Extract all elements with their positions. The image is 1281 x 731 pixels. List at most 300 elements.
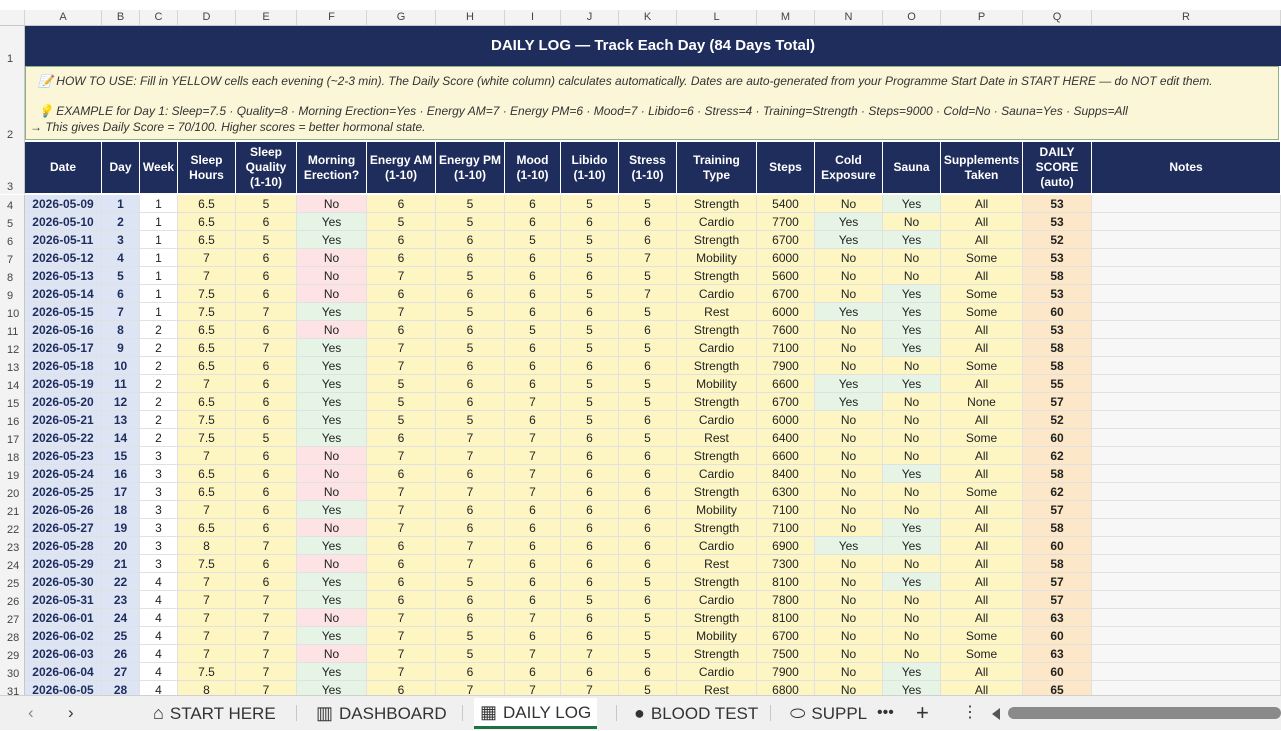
cell-training-type[interactable]: Rest — [677, 555, 757, 573]
cell-sleep-hours[interactable]: 7 — [178, 447, 236, 465]
cell-supplements[interactable]: All — [941, 555, 1023, 573]
cell-morning-erection[interactable]: No — [297, 645, 367, 663]
cell-training-type[interactable]: Cardio — [677, 285, 757, 303]
cell-supplements[interactable]: Some — [941, 645, 1023, 663]
cell-notes[interactable] — [1092, 609, 1281, 627]
row-header[interactable]: 16 — [0, 411, 25, 429]
cell-supplements[interactable]: Some — [941, 303, 1023, 321]
cell-sauna[interactable]: Yes — [883, 303, 941, 321]
cell-daily-score[interactable]: 58 — [1023, 339, 1092, 357]
cell-steps[interactable]: 7600 — [757, 321, 815, 339]
cell-morning-erection[interactable]: Yes — [297, 429, 367, 447]
cell-supplements[interactable]: All — [941, 339, 1023, 357]
cell-sauna[interactable]: No — [883, 501, 941, 519]
cell-training-type[interactable]: Mobility — [677, 249, 757, 267]
cell-supplements[interactable]: Some — [941, 483, 1023, 501]
scroll-right-icon[interactable]: › — [68, 703, 74, 722]
cell-stress[interactable]: 6 — [619, 519, 677, 537]
cell-stress[interactable]: 7 — [619, 285, 677, 303]
cell-morning-erection[interactable]: No — [297, 249, 367, 267]
cell-morning-erection[interactable]: Yes — [297, 303, 367, 321]
cell-supplements[interactable]: All — [941, 681, 1023, 695]
row-header[interactable]: 1 — [0, 26, 25, 66]
cell-training-type[interactable]: Cardio — [677, 213, 757, 231]
row-header[interactable]: 3 — [0, 142, 25, 194]
cell-date[interactable]: 2026-06-01 — [25, 609, 102, 627]
cell-steps[interactable]: 6800 — [757, 681, 815, 695]
cell-sleep-quality[interactable]: 6 — [236, 411, 297, 429]
cell-date[interactable]: 2026-05-31 — [25, 591, 102, 609]
cell-sauna[interactable]: No — [883, 249, 941, 267]
cell-sauna[interactable]: Yes — [883, 231, 941, 249]
cell-sauna[interactable]: No — [883, 627, 941, 645]
cell-notes[interactable] — [1092, 519, 1281, 537]
cell-sleep-quality[interactable]: 6 — [236, 447, 297, 465]
column-header-c[interactable]: C — [140, 10, 178, 25]
cell-training-type[interactable]: Strength — [677, 609, 757, 627]
cell-notes[interactable] — [1092, 573, 1281, 591]
column-header-e[interactable]: E — [236, 10, 297, 25]
row-header[interactable]: 24 — [0, 555, 25, 573]
cell-day[interactable]: 14 — [102, 429, 140, 447]
row-header[interactable]: 30 — [0, 663, 25, 681]
column-title-0[interactable] — [25, 142, 102, 193]
cell-day[interactable]: 5 — [102, 267, 140, 285]
cell-morning-erection[interactable]: Yes — [297, 411, 367, 429]
column-title-1[interactable] — [102, 142, 140, 193]
cell-daily-score[interactable]: 58 — [1023, 465, 1092, 483]
cell-energy-pm[interactable]: 6 — [436, 609, 505, 627]
cell-supplements[interactable]: Some — [941, 285, 1023, 303]
cell-date[interactable]: 2026-05-15 — [25, 303, 102, 321]
cell-energy-am[interactable]: 6 — [367, 195, 436, 213]
cell-week[interactable]: 2 — [140, 321, 178, 339]
cell-mood[interactable]: 6 — [505, 537, 561, 555]
cell-cold-exposure[interactable]: No — [815, 411, 883, 429]
cell-sleep-hours[interactable]: 6.5 — [178, 483, 236, 501]
cell-day[interactable]: 16 — [102, 465, 140, 483]
cell-daily-score[interactable]: 62 — [1023, 447, 1092, 465]
cell-energy-am[interactable]: 6 — [367, 249, 436, 267]
cell-stress[interactable]: 5 — [619, 681, 677, 695]
cell-day[interactable]: 20 — [102, 537, 140, 555]
cell-notes[interactable] — [1092, 267, 1281, 285]
cell-sauna[interactable]: Yes — [883, 465, 941, 483]
cell-sauna[interactable]: No — [883, 213, 941, 231]
cell-steps[interactable]: 7100 — [757, 519, 815, 537]
cell-training-type[interactable]: Strength — [677, 483, 757, 501]
cell-notes[interactable] — [1092, 249, 1281, 267]
cell-week[interactable]: 3 — [140, 555, 178, 573]
cell-energy-pm[interactable]: 6 — [436, 375, 505, 393]
cell-daily-score[interactable]: 60 — [1023, 303, 1092, 321]
cell-training-type[interactable]: Cardio — [677, 411, 757, 429]
cell-mood[interactable]: 6 — [505, 213, 561, 231]
cell-date[interactable]: 2026-05-17 — [25, 339, 102, 357]
cell-libido[interactable]: 7 — [561, 645, 619, 663]
cell-sleep-hours[interactable]: 8 — [178, 537, 236, 555]
cell-sleep-quality[interactable]: 6 — [236, 555, 297, 573]
cell-notes[interactable] — [1092, 663, 1281, 681]
cell-supplements[interactable]: All — [941, 195, 1023, 213]
cell-supplements[interactable]: All — [941, 231, 1023, 249]
cell-sleep-quality[interactable]: 5 — [236, 231, 297, 249]
row-header[interactable]: 6 — [0, 231, 25, 249]
cell-training-type[interactable]: Strength — [677, 447, 757, 465]
cell-sauna[interactable]: Yes — [883, 321, 941, 339]
cell-cold-exposure[interactable]: No — [815, 195, 883, 213]
cell-daily-score[interactable]: 57 — [1023, 573, 1092, 591]
cell-supplements[interactable]: Some — [941, 249, 1023, 267]
cell-sleep-hours[interactable]: 6.5 — [178, 519, 236, 537]
cell-sleep-hours[interactable]: 7.5 — [178, 411, 236, 429]
cell-stress[interactable]: 5 — [619, 267, 677, 285]
cell-morning-erection[interactable]: Yes — [297, 627, 367, 645]
row-header[interactable]: 29 — [0, 645, 25, 663]
cell-day[interactable]: 26 — [102, 645, 140, 663]
cell-notes[interactable] — [1092, 591, 1281, 609]
select-all-corner[interactable] — [0, 10, 25, 25]
column-title-13[interactable] — [815, 142, 883, 193]
row-header[interactable]: 10 — [0, 303, 25, 321]
cell-training-type[interactable]: Strength — [677, 231, 757, 249]
row-header[interactable]: 28 — [0, 627, 25, 645]
cell-daily-score[interactable]: 57 — [1023, 591, 1092, 609]
cell-libido[interactable]: 5 — [561, 393, 619, 411]
cell-steps[interactable]: 6000 — [757, 249, 815, 267]
cell-sleep-quality[interactable]: 7 — [236, 627, 297, 645]
cell-supplements[interactable]: All — [941, 591, 1023, 609]
cell-libido[interactable]: 6 — [561, 213, 619, 231]
cell-steps[interactable]: 8400 — [757, 465, 815, 483]
cell-morning-erection[interactable]: No — [297, 267, 367, 285]
cell-sauna[interactable]: No — [883, 609, 941, 627]
cell-day[interactable]: 25 — [102, 627, 140, 645]
column-title-7[interactable] — [436, 142, 505, 193]
cell-mood[interactable]: 6 — [505, 303, 561, 321]
cell-mood[interactable]: 6 — [505, 375, 561, 393]
column-header-m[interactable]: M — [757, 10, 815, 25]
cell-sleep-quality[interactable]: 6 — [236, 375, 297, 393]
cell-steps[interactable]: 6700 — [757, 231, 815, 249]
cell-mood[interactable]: 6 — [505, 357, 561, 375]
cell-energy-am[interactable]: 7 — [367, 303, 436, 321]
column-header-r[interactable]: R — [1092, 10, 1281, 25]
cell-notes[interactable] — [1092, 231, 1281, 249]
cell-date[interactable]: 2026-05-28 — [25, 537, 102, 555]
cell-sleep-hours[interactable]: 7.5 — [178, 429, 236, 447]
cell-daily-score[interactable]: 58 — [1023, 555, 1092, 573]
cell-supplements[interactable]: All — [941, 465, 1023, 483]
cell-notes[interactable] — [1092, 321, 1281, 339]
cell-cold-exposure[interactable]: No — [815, 429, 883, 447]
cell-energy-am[interactable]: 6 — [367, 231, 436, 249]
cell-morning-erection[interactable]: Yes — [297, 357, 367, 375]
cell-energy-pm[interactable]: 6 — [436, 357, 505, 375]
cell-day[interactable]: 10 — [102, 357, 140, 375]
cell-mood[interactable]: 6 — [505, 411, 561, 429]
row-header[interactable]: 25 — [0, 573, 25, 591]
cell-energy-pm[interactable]: 6 — [436, 501, 505, 519]
cell-stress[interactable]: 6 — [619, 357, 677, 375]
cell-mood[interactable]: 6 — [505, 519, 561, 537]
column-title-14[interactable] — [883, 142, 941, 193]
cell-mood[interactable]: 6 — [505, 663, 561, 681]
cell-libido[interactable]: 6 — [561, 663, 619, 681]
cell-supplements[interactable]: All — [941, 447, 1023, 465]
cell-sleep-hours[interactable]: 6.5 — [178, 465, 236, 483]
cell-training-type[interactable]: Strength — [677, 393, 757, 411]
cell-mood[interactable]: 7 — [505, 483, 561, 501]
cell-training-type[interactable]: Strength — [677, 519, 757, 537]
cell-energy-pm[interactable]: 7 — [436, 537, 505, 555]
cell-energy-am[interactable]: 6 — [367, 591, 436, 609]
cell-steps[interactable]: 7300 — [757, 555, 815, 573]
cell-energy-pm[interactable]: 5 — [436, 627, 505, 645]
cell-energy-am[interactable]: 6 — [367, 555, 436, 573]
cell-daily-score[interactable]: 53 — [1023, 249, 1092, 267]
cell-energy-am[interactable]: 6 — [367, 429, 436, 447]
cell-week[interactable]: 4 — [140, 681, 178, 695]
cell-libido[interactable]: 5 — [561, 375, 619, 393]
cell-notes[interactable] — [1092, 195, 1281, 213]
horizontal-scrollbar[interactable] — [1008, 707, 1281, 719]
cell-steps[interactable]: 7500 — [757, 645, 815, 663]
row-header[interactable]: 14 — [0, 375, 25, 393]
cell-date[interactable]: 2026-06-04 — [25, 663, 102, 681]
cell-stress[interactable]: 6 — [619, 555, 677, 573]
cell-energy-am[interactable]: 7 — [367, 519, 436, 537]
cell-cold-exposure[interactable]: No — [815, 249, 883, 267]
cell-sauna[interactable]: No — [883, 429, 941, 447]
cell-cold-exposure[interactable]: Yes — [815, 375, 883, 393]
cell-date[interactable]: 2026-05-16 — [25, 321, 102, 339]
cell-training-type[interactable]: Cardio — [677, 339, 757, 357]
cell-stress[interactable]: 5 — [619, 393, 677, 411]
row-header[interactable]: 27 — [0, 609, 25, 627]
cell-date[interactable]: 2026-05-30 — [25, 573, 102, 591]
column-header-a[interactable]: A — [25, 10, 102, 25]
cell-sleep-quality[interactable]: 6 — [236, 483, 297, 501]
cell-morning-erection[interactable]: No — [297, 519, 367, 537]
cell-sleep-quality[interactable]: 7 — [236, 303, 297, 321]
cell-day[interactable]: 27 — [102, 663, 140, 681]
cell-energy-pm[interactable]: 6 — [436, 321, 505, 339]
cell-energy-am[interactable]: 5 — [367, 375, 436, 393]
row-header[interactable]: 19 — [0, 465, 25, 483]
cell-energy-am[interactable]: 5 — [367, 393, 436, 411]
row-header[interactable]: 4 — [0, 195, 25, 213]
cell-libido[interactable]: 6 — [561, 357, 619, 375]
cell-day[interactable]: 28 — [102, 681, 140, 695]
cell-energy-am[interactable]: 6 — [367, 681, 436, 695]
cell-notes[interactable] — [1092, 375, 1281, 393]
cell-week[interactable]: 4 — [140, 627, 178, 645]
cell-libido[interactable]: 6 — [561, 609, 619, 627]
row-header[interactable]: 2 — [0, 66, 25, 142]
cell-sleep-quality[interactable]: 6 — [236, 501, 297, 519]
row-header[interactable]: 26 — [0, 591, 25, 609]
cell-cold-exposure[interactable]: No — [815, 285, 883, 303]
cell-libido[interactable]: 5 — [561, 339, 619, 357]
cell-sleep-hours[interactable]: 7.5 — [178, 555, 236, 573]
cell-libido[interactable]: 6 — [561, 465, 619, 483]
cell-energy-pm[interactable]: 6 — [436, 393, 505, 411]
column-header-o[interactable]: O — [883, 10, 941, 25]
column-title-9[interactable] — [561, 142, 619, 193]
cell-sleep-hours[interactable]: 6.5 — [178, 357, 236, 375]
cell-sauna[interactable]: No — [883, 357, 941, 375]
cell-libido[interactable]: 6 — [561, 429, 619, 447]
add-sheet-icon[interactable]: + — [916, 700, 929, 725]
cell-morning-erection[interactable]: Yes — [297, 573, 367, 591]
row-header[interactable]: 17 — [0, 429, 25, 447]
cell-energy-am[interactable]: 5 — [367, 213, 436, 231]
cell-supplements[interactable]: All — [941, 411, 1023, 429]
cell-morning-erection[interactable]: Yes — [297, 213, 367, 231]
row-header[interactable]: 23 — [0, 537, 25, 555]
cell-steps[interactable]: 6600 — [757, 375, 815, 393]
column-title-12[interactable] — [757, 142, 815, 193]
cell-daily-score[interactable]: 53 — [1023, 285, 1092, 303]
cell-day[interactable]: 15 — [102, 447, 140, 465]
cell-week[interactable]: 4 — [140, 573, 178, 591]
column-title-5[interactable] — [297, 142, 367, 193]
cell-steps[interactable]: 7900 — [757, 663, 815, 681]
cell-energy-pm[interactable]: 5 — [436, 267, 505, 285]
cell-sauna[interactable]: Yes — [883, 285, 941, 303]
cell-day[interactable]: 11 — [102, 375, 140, 393]
row-header[interactable]: 18 — [0, 447, 25, 465]
cell-daily-score[interactable]: 55 — [1023, 375, 1092, 393]
row-header[interactable]: 5 — [0, 213, 25, 231]
cell-cold-exposure[interactable]: No — [815, 501, 883, 519]
row-header[interactable]: 22 — [0, 519, 25, 537]
cell-steps[interactable]: 6400 — [757, 429, 815, 447]
cell-mood[interactable]: 7 — [505, 393, 561, 411]
cell-steps[interactable]: 5400 — [757, 195, 815, 213]
cell-week[interactable]: 1 — [140, 213, 178, 231]
cell-training-type[interactable]: Mobility — [677, 375, 757, 393]
cell-mood[interactable]: 7 — [505, 681, 561, 695]
cell-libido[interactable]: 6 — [561, 519, 619, 537]
cell-sleep-hours[interactable]: 7 — [178, 591, 236, 609]
cell-notes[interactable] — [1092, 285, 1281, 303]
hscroll-left-icon[interactable] — [992, 708, 1000, 720]
cell-libido[interactable]: 5 — [561, 195, 619, 213]
cell-stress[interactable]: 5 — [619, 303, 677, 321]
cell-energy-am[interactable]: 7 — [367, 627, 436, 645]
cell-sauna[interactable]: No — [883, 483, 941, 501]
cell-energy-am[interactable]: 6 — [367, 465, 436, 483]
row-header[interactable]: 11 — [0, 321, 25, 339]
cell-supplements[interactable]: Some — [941, 357, 1023, 375]
cell-morning-erection[interactable]: Yes — [297, 339, 367, 357]
cell-morning-erection[interactable]: No — [297, 321, 367, 339]
cell-stress[interactable]: 6 — [619, 321, 677, 339]
cell-sauna[interactable]: No — [883, 447, 941, 465]
cell-daily-score[interactable]: 62 — [1023, 483, 1092, 501]
cell-sleep-hours[interactable]: 7 — [178, 627, 236, 645]
cell-week[interactable]: 2 — [140, 375, 178, 393]
cell-energy-pm[interactable]: 6 — [436, 591, 505, 609]
cell-libido[interactable]: 5 — [561, 285, 619, 303]
cell-energy-am[interactable]: 7 — [367, 339, 436, 357]
cell-training-type[interactable]: Cardio — [677, 663, 757, 681]
cell-libido[interactable]: 5 — [561, 411, 619, 429]
cell-sleep-hours[interactable]: 6.5 — [178, 321, 236, 339]
sheet-options-icon[interactable]: ⋮ — [962, 704, 978, 721]
cell-libido[interactable]: 5 — [561, 321, 619, 339]
cell-energy-pm[interactable]: 7 — [436, 429, 505, 447]
cell-week[interactable]: 1 — [140, 231, 178, 249]
cell-sleep-quality[interactable]: 6 — [236, 393, 297, 411]
cell-libido[interactable]: 5 — [561, 231, 619, 249]
cell-day[interactable]: 6 — [102, 285, 140, 303]
cell-supplements[interactable]: All — [941, 609, 1023, 627]
cell-steps[interactable]: 8100 — [757, 573, 815, 591]
cell-mood[interactable]: 6 — [505, 501, 561, 519]
cell-supplements[interactable]: All — [941, 573, 1023, 591]
cell-libido[interactable]: 6 — [561, 573, 619, 591]
cell-sauna[interactable]: Yes — [883, 519, 941, 537]
cell-cold-exposure[interactable]: Yes — [815, 231, 883, 249]
cell-morning-erection[interactable]: Yes — [297, 501, 367, 519]
cell-sleep-quality[interactable]: 7 — [236, 681, 297, 695]
cell-training-type[interactable]: Strength — [677, 195, 757, 213]
cell-sauna[interactable]: Yes — [883, 195, 941, 213]
cell-steps[interactable]: 7900 — [757, 357, 815, 375]
cell-energy-pm[interactable]: 7 — [436, 447, 505, 465]
cell-day[interactable]: 1 — [102, 195, 140, 213]
cell-steps[interactable]: 7800 — [757, 591, 815, 609]
cell-energy-pm[interactable]: 7 — [436, 555, 505, 573]
cell-energy-pm[interactable]: 6 — [436, 519, 505, 537]
column-header-b[interactable]: B — [102, 10, 140, 25]
cell-cold-exposure[interactable]: No — [815, 357, 883, 375]
cell-notes[interactable] — [1092, 411, 1281, 429]
cell-day[interactable]: 24 — [102, 609, 140, 627]
cell-stress[interactable]: 5 — [619, 195, 677, 213]
cell-sauna[interactable]: No — [883, 645, 941, 663]
cell-morning-erection[interactable]: No — [297, 483, 367, 501]
tab-daily-log[interactable] — [474, 698, 597, 729]
cell-sleep-quality[interactable]: 5 — [236, 429, 297, 447]
cell-notes[interactable] — [1092, 501, 1281, 519]
cell-libido[interactable]: 6 — [561, 303, 619, 321]
cell-date[interactable]: 2026-05-12 — [25, 249, 102, 267]
column-header-f[interactable]: F — [297, 10, 367, 25]
cell-day[interactable]: 23 — [102, 591, 140, 609]
cell-mood[interactable]: 7 — [505, 609, 561, 627]
cell-sauna[interactable]: Yes — [883, 537, 941, 555]
tab-start-here[interactable] — [153, 696, 276, 730]
cell-date[interactable]: 2026-05-25 — [25, 483, 102, 501]
cell-cold-exposure[interactable]: No — [815, 591, 883, 609]
cell-notes[interactable] — [1092, 537, 1281, 555]
cell-sauna[interactable]: No — [883, 393, 941, 411]
cell-notes[interactable] — [1092, 447, 1281, 465]
cell-training-type[interactable]: Cardio — [677, 537, 757, 555]
cell-week[interactable]: 4 — [140, 609, 178, 627]
row-header[interactable]: 12 — [0, 339, 25, 357]
column-title-10[interactable] — [619, 142, 677, 193]
cell-libido[interactable]: 5 — [561, 591, 619, 609]
cell-cold-exposure[interactable]: No — [815, 267, 883, 285]
cell-day[interactable]: 4 — [102, 249, 140, 267]
cell-sleep-quality[interactable]: 7 — [236, 645, 297, 663]
cell-daily-score[interactable]: 60 — [1023, 429, 1092, 447]
